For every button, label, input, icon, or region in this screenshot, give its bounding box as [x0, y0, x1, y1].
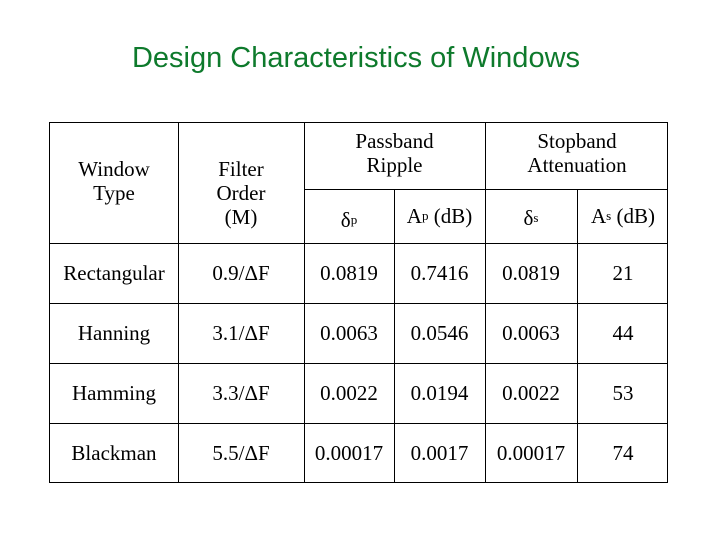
subheader-subscript: s	[606, 208, 612, 223]
subheader-as-db	[577, 189, 669, 243]
subheader-symbol: A	[406, 204, 422, 228]
cell-as-db: 53	[612, 381, 634, 405]
subheader-symbol: δ	[340, 208, 351, 232]
cell-window: Blackman	[71, 441, 157, 465]
cell-as-db: 21	[612, 261, 634, 285]
cell-delta-s: 0.0022	[502, 381, 560, 405]
header-line: Window	[78, 157, 150, 181]
header-line: Attenuation	[527, 153, 627, 177]
header-line: Stopband	[537, 129, 617, 153]
cell-ap-db: 0.0017	[410, 441, 469, 465]
subheader-delta-s	[485, 189, 577, 243]
cell-order: 3.3/ΔF	[212, 381, 270, 405]
subheader-unit: (dB)	[428, 204, 473, 228]
cell-as-db: 74	[612, 441, 634, 465]
header-line: Ripple	[366, 153, 423, 177]
subheader-symbol: δ	[523, 206, 534, 230]
cell-window: Rectangular	[63, 261, 165, 285]
window-characteristics-table	[49, 122, 668, 483]
cell-order: 5.5/ΔF	[212, 441, 270, 465]
subheader-subscript: p	[350, 212, 358, 227]
cell-delta-s: 0.00017	[496, 441, 566, 465]
header-stopband-attenuation	[485, 123, 669, 189]
subheader-subscript: p	[421, 208, 429, 223]
cell-window: Hamming	[72, 381, 156, 405]
cell-delta-p: 0.0063	[320, 321, 378, 345]
cell-ap-db: 0.0546	[410, 321, 469, 345]
cell-ap-db: 0.0194	[410, 381, 469, 405]
cell-delta-s: 0.0819	[502, 261, 560, 285]
cell-delta-p: 0.00017	[314, 441, 384, 465]
header-line: Order	[216, 181, 266, 205]
header-filter-order	[178, 123, 304, 243]
subheader-delta-p	[304, 189, 394, 243]
subheader-symbol: A	[591, 204, 607, 228]
header-line: Filter	[218, 157, 264, 181]
header-line: Passband	[355, 129, 434, 153]
header-line: Type	[93, 181, 135, 205]
slide-title: Design Characteristics of Windows	[131, 42, 581, 74]
cell-as-db: 44	[612, 321, 634, 345]
cell-order: 3.1/ΔF	[212, 321, 270, 345]
cell-window: Hanning	[77, 321, 151, 345]
subheader-ap-db	[394, 189, 485, 243]
cell-delta-s: 0.0063	[502, 321, 560, 345]
cell-ap-db: 0.7416	[410, 261, 469, 285]
cell-delta-p: 0.0819	[320, 261, 378, 285]
header-window-type	[50, 123, 178, 243]
header-line: (M)	[224, 205, 258, 229]
header-passband-ripple	[304, 123, 485, 189]
subheader-subscript: s	[533, 210, 539, 225]
subheader-unit: (dB)	[611, 204, 655, 228]
cell-delta-p: 0.0022	[320, 381, 378, 405]
cell-order: 0.9/ΔF	[212, 261, 270, 285]
